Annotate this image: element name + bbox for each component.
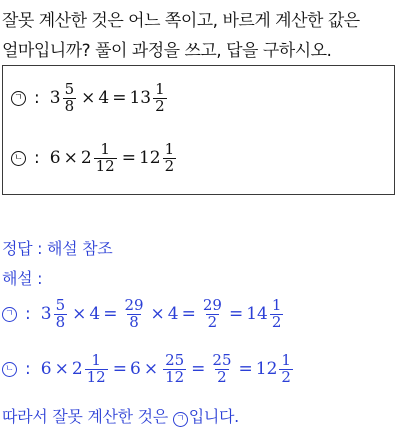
box-row-2 <box>11 142 178 175</box>
problem-box <box>2 65 395 195</box>
circle-giyeok-marker: ㄱ <box>11 91 26 106</box>
improper-fraction <box>163 353 186 386</box>
denominator: 2 <box>164 156 175 175</box>
factor: 4 <box>167 304 179 325</box>
result-whole: 13 <box>129 88 152 109</box>
question-line-2: 얼마입니까? 풀이 과정을 쓰고, 답을 구하시오. <box>2 41 332 61</box>
numerator: 29 <box>124 296 144 314</box>
question-line-1: 잘못 계산한 것은 어느 쪽이고, 바르게 계산한 값은 <box>2 11 360 31</box>
numerator: 5 <box>55 296 66 314</box>
result-fraction <box>153 82 167 115</box>
circle-giyeok-marker: ㄱ <box>173 412 188 427</box>
multiplicand: 6 <box>40 359 52 380</box>
denominator: 2 <box>281 367 291 386</box>
denominator: 8 <box>55 312 66 331</box>
numerator: 1 <box>100 140 110 158</box>
denominator: 2 <box>217 367 227 386</box>
explanation-label: 해설 : <box>2 269 43 288</box>
times-sign: × <box>72 304 87 325</box>
result-whole: 12 <box>255 359 278 380</box>
multiplicand: 6 <box>49 148 61 169</box>
conclusion-end: 입니다. <box>188 407 239 426</box>
denominator: 12 <box>165 367 185 386</box>
colon: : <box>25 359 31 380</box>
numerator: 1 <box>281 351 291 369</box>
solution-row-1 <box>2 298 285 331</box>
equals-sign: = <box>238 359 253 380</box>
times-sign: × <box>150 304 165 325</box>
multiplicand: 6 <box>129 359 141 380</box>
improper-fraction <box>122 298 145 331</box>
result-whole: 14 <box>246 304 268 325</box>
colon: : <box>34 148 40 169</box>
product-fraction <box>210 353 233 386</box>
mixed-whole: 2 <box>71 359 83 380</box>
times-sign: × <box>143 359 159 380</box>
answer-label: 정답 : 해설 참조 <box>2 239 113 258</box>
mixed-whole: 2 <box>80 148 92 169</box>
fraction <box>85 353 108 386</box>
circle-nieun-marker: ㄴ <box>2 362 17 377</box>
box-row-1 <box>11 82 169 115</box>
equals-sign: = <box>191 359 206 380</box>
equals-sign: = <box>103 304 118 325</box>
circle-giyeok-marker: ㄱ <box>2 307 17 322</box>
denominator: 8 <box>64 96 75 115</box>
equals-sign: = <box>228 304 244 325</box>
numerator: 1 <box>164 140 175 158</box>
fraction <box>54 298 68 331</box>
result-fraction <box>270 298 284 331</box>
solution-row-2 <box>2 353 295 386</box>
result-fraction <box>279 353 293 386</box>
denominator: 2 <box>271 312 282 331</box>
fraction <box>63 82 77 115</box>
conclusion <box>2 404 239 427</box>
factor: 4 <box>98 88 110 109</box>
denominator: 2 <box>207 312 218 331</box>
numerator: 1 <box>271 296 282 314</box>
numerator: 29 <box>202 296 222 314</box>
equals-sign: = <box>112 359 127 380</box>
denominator: 12 <box>86 367 106 386</box>
numerator: 25 <box>165 351 185 369</box>
factor: 4 <box>89 304 101 325</box>
times-sign: × <box>63 148 78 169</box>
mixed-whole: 3 <box>49 88 61 109</box>
numerator: 5 <box>64 80 75 98</box>
result-fraction <box>163 142 177 175</box>
times-sign: × <box>81 88 96 109</box>
denominator: 12 <box>95 156 115 175</box>
fraction <box>94 142 117 175</box>
conclusion-text: 따라서 잘못 계산한 것은 <box>2 407 173 426</box>
numerator: 25 <box>212 351 232 369</box>
circle-nieun-marker: ㄴ <box>11 151 26 166</box>
denominator: 8 <box>129 312 139 331</box>
times-sign: × <box>54 359 69 380</box>
denominator: 2 <box>155 96 165 115</box>
colon: : <box>34 88 40 109</box>
mixed-whole: 3 <box>40 304 52 325</box>
product-fraction <box>201 298 224 331</box>
numerator: 1 <box>91 351 101 369</box>
equals-sign: = <box>112 88 127 109</box>
equals-sign: = <box>121 148 136 169</box>
result-whole: 12 <box>138 148 161 169</box>
numerator: 1 <box>155 80 165 98</box>
colon: : <box>25 304 31 325</box>
equals-sign: = <box>181 304 196 325</box>
